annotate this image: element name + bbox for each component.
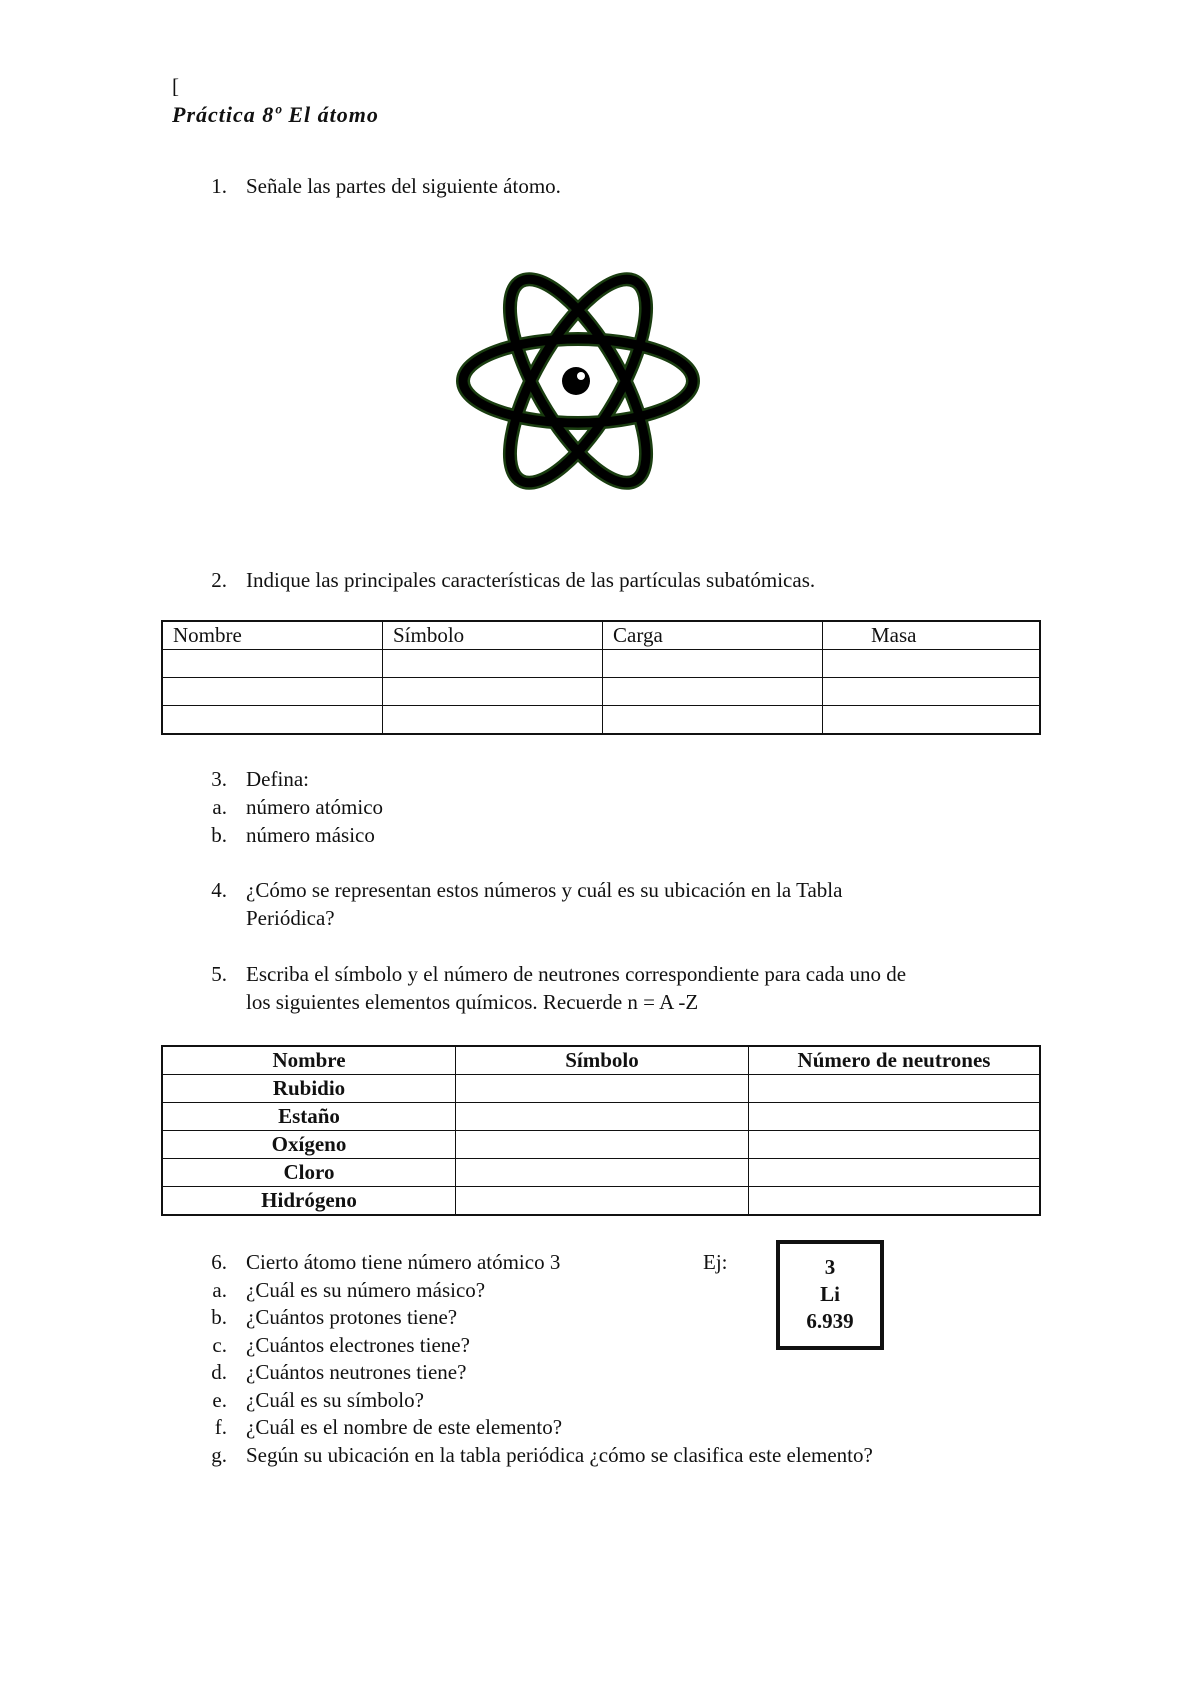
q3-text: Defina: [246,767,309,791]
q6-item-text: ¿Cuál es el nombre de este elemento? [246,1415,563,1439]
q6-item-text: ¿Cuál es su símbolo? [246,1388,424,1412]
element-name-cell: Cloro [162,1159,456,1187]
table-header-cell: Carga [603,621,823,650]
q6-item-letter: c. [212,1333,227,1357]
table-cell[interactable] [456,1187,749,1216]
table-cell[interactable] [383,678,603,706]
element-mass: 6.939 [806,1309,854,1333]
element-name-cell: Rubidio [162,1075,456,1103]
element-name-cell: Oxígeno [162,1131,456,1159]
table-row [162,1103,1040,1131]
q2-number: 2. [211,568,227,592]
q6-item-letter: e. [212,1388,227,1412]
element-symbol: Li [820,1282,840,1306]
table-row [162,1159,1040,1187]
q4-text-line1: ¿Cómo se representan estos números y cuál es su ubicación en la Tabla [246,878,843,902]
q1-text: Señale las partes del siguiente átomo. [246,174,561,198]
table-cell[interactable] [383,650,603,678]
q3-item-letter: a. [212,795,227,819]
table-row [162,678,1040,706]
page-title: Práctica 8º El átomo [172,102,379,127]
table-cell[interactable] [162,650,383,678]
q6-item-letter: g. [211,1443,227,1467]
table-cell[interactable] [603,706,823,735]
element-atomic-number: 3 [824,1255,836,1279]
table-row [162,650,1040,678]
q6-item-letter: d. [211,1360,227,1384]
table-header-row [162,621,1040,650]
particles-table [161,620,1041,735]
table-cell[interactable] [456,1131,749,1159]
table-header-cell: Nombre [162,621,383,650]
table-cell[interactable] [823,706,1041,735]
table-cell[interactable] [749,1103,1041,1131]
elements-table [161,1045,1041,1216]
table-header-row [162,1046,1040,1075]
table-cell[interactable] [456,1159,749,1187]
q5-text-line2: los siguientes elementos químicos. Recuerde n = A -Z [246,990,699,1014]
q1-number: 1. [211,174,227,198]
example-label: Ej: [703,1250,728,1274]
atom-icon [448,266,708,496]
q6-item-text: ¿Cuántos neutrones tiene? [246,1360,467,1384]
table-cell[interactable] [749,1131,1041,1159]
element-name-cell: Hidrógeno [162,1187,456,1216]
q6-item-text: ¿Cuántos electrones tiene? [246,1333,470,1357]
q2-text: Indique las principales características de las partículas subatómicas. [246,568,816,592]
q3-item-letter: b. [211,823,227,847]
element-name-cell: Estaño [162,1103,456,1131]
element-tile-lithium [776,1240,884,1350]
q6-item-text: Según su ubicación en la tabla periódica ¿cómo se clasifica este elemento? [246,1443,873,1467]
table-cell[interactable] [749,1187,1041,1216]
q6-item-text: ¿Cuál es su número másico? [246,1278,486,1302]
q6-item-text: ¿Cuántos protones tiene? [246,1305,458,1329]
bracket-mark: [ [172,74,179,98]
table-cell[interactable] [823,650,1041,678]
table-row [162,1075,1040,1103]
table-row [162,706,1040,735]
table-header-cell: Nombre [162,1046,456,1075]
table-header-cell: Masa [823,621,1041,650]
q6-number: 6. [211,1250,227,1274]
q4-number: 4. [211,878,227,902]
table-cell[interactable] [823,678,1041,706]
table-header-cell: Símbolo [456,1046,749,1075]
table-row [162,1131,1040,1159]
table-cell[interactable] [603,650,823,678]
q6-text: Cierto átomo tiene número atómico 3 [246,1250,561,1274]
table-row [162,1187,1040,1216]
table-cell[interactable] [749,1075,1041,1103]
table-cell[interactable] [162,706,383,735]
q3-number: 3. [211,767,227,791]
q6-item-letter: f. [214,1415,227,1439]
table-header-cell: Símbolo [383,621,603,650]
table-cell[interactable] [456,1075,749,1103]
q5-text-line1: Escriba el símbolo y el número de neutrones correspondiente para cada uno de [246,962,907,986]
table-cell[interactable] [162,678,383,706]
table-header-cell: Número de neutrones [749,1046,1041,1075]
q6-item-letter: b. [211,1305,227,1329]
q3-item-text: número atómico [246,795,384,819]
nucleus-dot [562,367,590,395]
table-cell[interactable] [749,1159,1041,1187]
table-cell[interactable] [456,1103,749,1131]
q4-text-line2: Periódica? [246,906,335,930]
q6-item-letter: a. [212,1278,227,1302]
table-cell[interactable] [603,678,823,706]
q3-item-text: número másico [246,823,375,847]
table-cell[interactable] [383,706,603,735]
q5-number: 5. [211,962,227,986]
